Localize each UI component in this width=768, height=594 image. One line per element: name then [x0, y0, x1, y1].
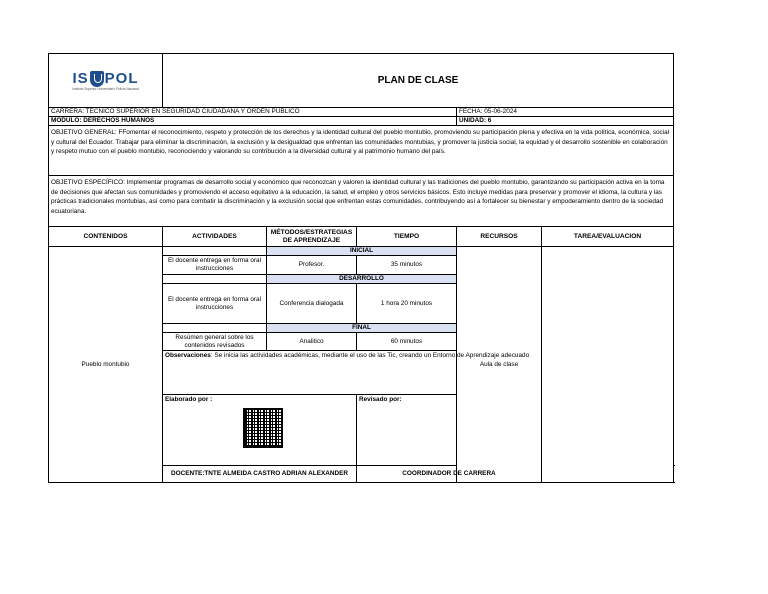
phase-inicial: INICIAL	[267, 247, 457, 256]
actividad-final: Resúmen general sobre los contenidos revisados	[163, 333, 267, 351]
observaciones-row	[163, 351, 674, 395]
objetivo-especifico: OBJETIVO ESPECÍFICO: Implementar programas de desarrollo social y económico que reconozcan y valoren la identidad cultural y las tradiciones del pueblo montubio, garantizando su participación activa en la toma de decisiones que afectan sus comunidades y promoviendo el acceso equitativo a la educación, la salud, el empleo y otros servicios básicos. Esto incluye medidas para preservar y promover el idioma, la cultura y las prácticas tradicionales montubias, así como para combatir la discriminación y la exclusión social que enfrentan estas comunidades, contribuyendo así a fortalecer su bienestar y empoderamiento dentro de la sociedad ecuatoriana.	[49, 176, 674, 227]
carrera-field: CARRERA: TECNICO SUPERIOR EN SEGURIDAD CIUDADANA Y ORDEN PUBLICO	[49, 108, 457, 117]
revisado-label: Revisado por:	[359, 396, 402, 403]
phase-final: FINAL	[267, 324, 457, 333]
col-header-tiempo: TIEMPO	[357, 227, 457, 247]
revisado-cell	[357, 395, 542, 466]
observaciones-text: : Se inicia las actividades académicas, mediante el uso de las Tic, creando un Entorno de Aprendizaje adecuado	[210, 352, 530, 359]
col-header-metodos: MÉTODOS/ESTRATEGIAS DE APRENDIZAJE	[267, 227, 357, 247]
objetivo-general: OBJETIVO GENERAL: FFomentar el reconocimiento, respeto y protección de los derechos y la identidad cultural del pueblo montubio, promoviendo su participación plena y efectiva en la vida política, económica, social y cultural del Ecuador. Trabajar para eliminar la discriminación, la exclusión y la desigualdad que enfrentan las comunidades montubias, y promover la justicia social, la equidad y el desarrollo sostenible en colaboración y respeto mutuo con el pueblo montubio, reconociendo y valorando su contribución a la diversidad cultural y al patrimonio humano del país.	[49, 126, 674, 176]
actividad-desarrollo: El docente entrega en forma oral instrucciones	[163, 284, 267, 324]
logo-cell	[49, 54, 163, 108]
ispol-logo: IS POL	[72, 69, 139, 87]
contenido-cell: Pueblo montubio	[49, 247, 163, 483]
fecha-field: FECHA: 05-06-2024	[457, 108, 674, 117]
elaborado-label: Elaborado por :	[165, 396, 213, 403]
elaborado-cell	[163, 395, 357, 466]
metodo-final: Analitico	[267, 333, 357, 351]
col-header-contenidos: CONTENIDOS	[49, 227, 163, 247]
metodo-desarrollo: Conferencia dialogada	[267, 284, 357, 324]
col-header-tarea: TAREA/EVALUACION	[542, 227, 674, 247]
actividad-inicial: El docente entrega en forma oral instrucciones	[163, 256, 267, 275]
metodo-inicial: Profesor.	[267, 256, 357, 275]
lesson-plan-table	[48, 53, 674, 483]
qr-code	[243, 408, 283, 448]
tiempo-inicial: 35 minutos	[357, 256, 457, 275]
tiempo-final: 60 minutos	[357, 333, 457, 351]
unidad-field: UNIDAD: 6	[457, 117, 674, 126]
recursos-cell: Aula de clase	[457, 247, 542, 483]
docente-signature: DOCENTE:TNTE ALMEIDA CASTRO ADRIAN ALEXANDER	[163, 466, 357, 483]
col-header-actividades: ACTIVIDADES	[163, 227, 267, 247]
logo-subtitle: Instituto Superior Universitario Policía Nacional	[72, 86, 139, 91]
shield-icon	[90, 71, 104, 87]
col-header-recursos: RECURSOS	[457, 227, 542, 247]
phase-desarrollo: DESARROLLO	[267, 275, 457, 284]
lesson-plan-sheet	[48, 53, 673, 483]
modulo-field: MÓDULO: DERECHOS HUMANOS	[49, 117, 457, 126]
coordinador-signature: COORDINADOR DE CARRERA	[357, 466, 542, 483]
tiempo-desarrollo: 1 hora 20 minutos	[357, 284, 457, 324]
document-title: PLAN DE CLASE	[163, 54, 674, 108]
observaciones-label: Observaciones	[165, 352, 211, 359]
